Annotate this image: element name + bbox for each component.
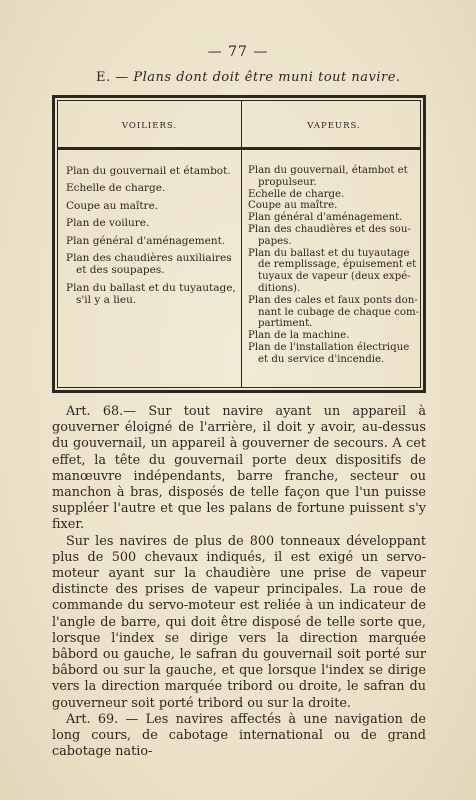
- article-text: [52, 404, 426, 760]
- vapeurs-plan-item: [248, 330, 420, 342]
- vapeurs-plan-item-line: et du service d'incendie.: [258, 353, 385, 365]
- voiliers-plan-item-line: Plan du gouvernail et étambot.: [66, 165, 231, 177]
- voiliers-plan-item-line: et des soupapes.: [76, 264, 165, 277]
- voiliers-plan-item: [66, 200, 238, 212]
- voiliers-plan-list: [66, 165, 238, 311]
- column-divider: [241, 101, 242, 387]
- voiliers-plan-item-line: Coupe au maître.: [66, 199, 159, 212]
- voiliers-plan-item: [66, 282, 238, 306]
- vapeurs-plan-item: [248, 342, 420, 366]
- vapeurs-plan-item-line: papes.: [258, 235, 292, 247]
- plans-table-inner: [57, 100, 421, 388]
- vapeurs-plan-item-line: Plan général d'aménagement.: [248, 212, 403, 224]
- vapeurs-plan-item: [248, 224, 420, 248]
- section-heading: Plans dont doit être muni tout navire.: [133, 70, 401, 85]
- page-number: — 77 —: [207, 44, 269, 60]
- voiliers-plan-item: [66, 217, 238, 229]
- vapeurs-plan-item: [248, 189, 420, 201]
- vapeurs-plan-item-line: Plan de la machine.: [248, 330, 350, 342]
- column-header-voiliers: VOILIERS.: [121, 121, 178, 131]
- vapeurs-plan-item: [248, 248, 420, 295]
- voiliers-plan-item: [66, 165, 238, 177]
- vapeurs-plan-item-line: ditions).: [258, 282, 301, 294]
- voiliers-plan-item-line: Plan des chaudières auxiliaires: [66, 251, 232, 264]
- vapeurs-plan-item-line: nant le cubage de chaque com-: [258, 306, 420, 318]
- vapeurs-plan-item: [248, 295, 420, 330]
- vapeurs-plan-item-line: Echelle de charge.: [248, 188, 345, 200]
- section-letter: E. —: [96, 70, 129, 85]
- vapeurs-plan-item-line: propulseur.: [258, 176, 317, 188]
- paragraph-art-69: Art. 69. — Les navires affectés à une navigation de long cours, de cabotage international ou de grand cabotage natio-: [52, 711, 426, 760]
- vapeurs-plan-item-line: Plan de l'installation électrique: [248, 341, 410, 353]
- header-rule: [58, 147, 420, 150]
- vapeurs-plan-item-line: de remplissage, épuisement et: [258, 259, 417, 271]
- vapeurs-plan-item-line: Coupe au maître.: [248, 200, 338, 212]
- column-header-vapeurs: VAPEURS.: [307, 121, 361, 131]
- vapeurs-plan-item-line: partiment.: [258, 318, 313, 330]
- vapeurs-plan-list: [248, 165, 420, 366]
- vapeurs-plan-item: [248, 212, 420, 224]
- section-title: [96, 70, 426, 85]
- vapeurs-plan-item: [248, 200, 420, 212]
- vapeurs-plan-item: [248, 165, 420, 189]
- voiliers-plan-item-line: Plan de voilure.: [66, 217, 150, 230]
- voiliers-plan-item-line: Plan général d'aménagement.: [66, 234, 226, 247]
- voiliers-plan-item-line: Echelle de charge.: [66, 182, 166, 195]
- vapeurs-plan-item-line: Plan des cales et faux ponts don-: [248, 294, 418, 306]
- voiliers-plan-item-line: s'il y a lieu.: [76, 293, 137, 306]
- voiliers-plan-item: [66, 182, 238, 194]
- plans-table: [52, 95, 426, 393]
- paragraph-art-68: Art. 68.— Sur tout navire ayant un appareil à gouverner éloigné de l'arrière, il doit y avoir, au-dessus du gouvernail, un appareil à gouverner de secours. A cet effet, la tête du gouvernail porte deux dispositifs de manœuvre indépendants, barre franche, secteur ou manchon à bras, disposés de telle façon que l'un puisse suppléer l'autre et que les palans de fortune puissent s'y fixer.: [52, 404, 426, 533]
- vapeurs-plan-item-line: tuyaux de vapeur (deux expé-: [258, 271, 411, 283]
- paragraph-servo-moteur: Sur les navires de plus de 800 tonneaux développant plus de 500 chevaux indiqués, il est exigé un servo-moteur ayant sur la chaudière une prise de vapeur distincte des prises de vapeur principales. La roue de commande du servo-moteur est reliée à un indicateur de l'angle de barre, qui doit être disposé de telle sorte que, lorsque l'index se dirige vers la direction marquée bâbord ou gauche, le safran du gouvernail soit porté sur bâbord ou sur la gauche, et que lorsque l'index se dirige vers la direction marquée tribord ou droite, le safran du gouverneur soit porté tribord ou sur la droite.: [52, 533, 426, 711]
- voiliers-plan-item: [66, 235, 238, 247]
- vapeurs-plan-item-line: Plan des chaudières et des sou-: [248, 223, 411, 235]
- voiliers-plan-item-line: Plan du ballast et du tuyautage,: [66, 281, 236, 294]
- voiliers-plan-item: [66, 252, 238, 276]
- vapeurs-plan-item-line: Plan du gouvernail, étambot et: [248, 165, 408, 176]
- vapeurs-plan-item-line: Plan du ballast et du tuyautage: [248, 247, 410, 259]
